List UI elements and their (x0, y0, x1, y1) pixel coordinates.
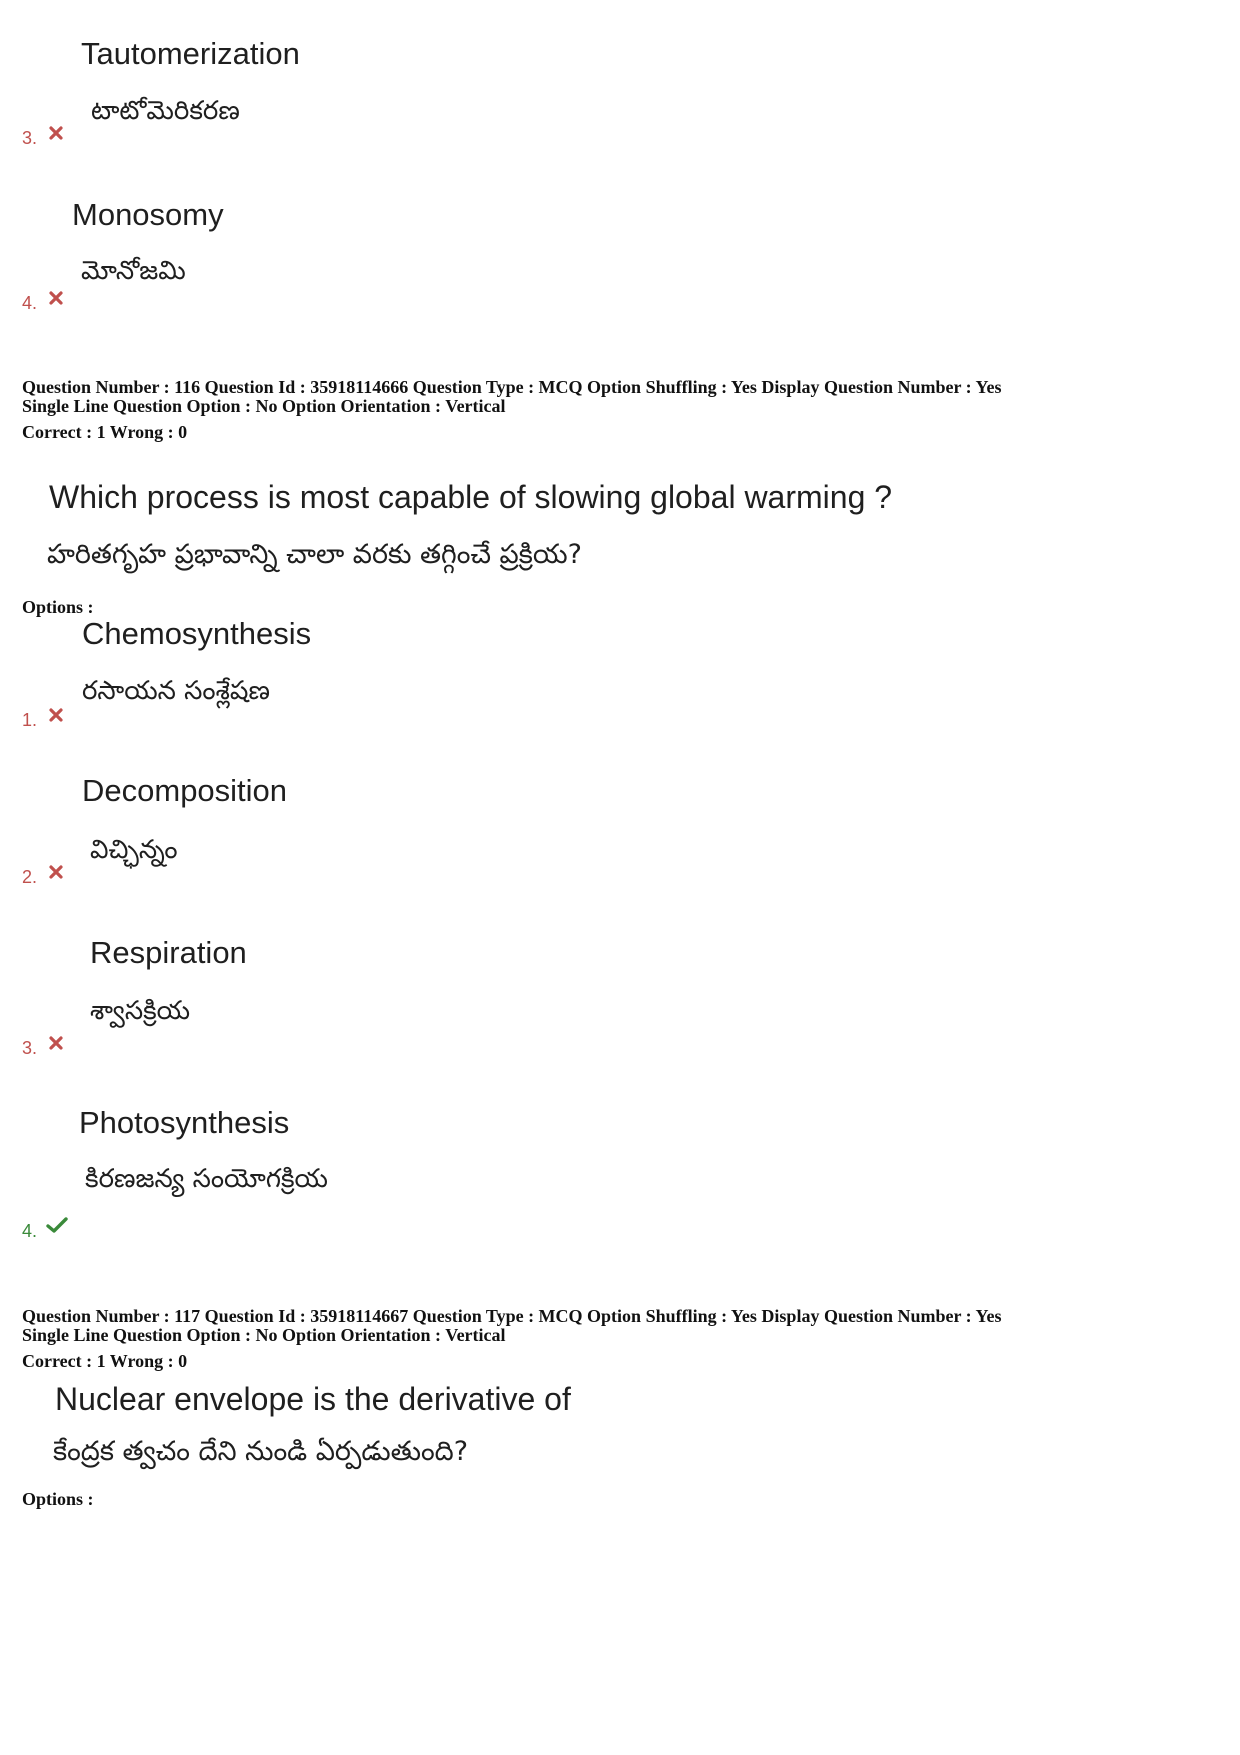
question-meta-line: Question Number : 117 Question Id : 35918114667 Question Type : MCQ Option Shuffling : Yes Display Question Number : Yes (22, 1306, 1002, 1326)
options-label: Options : (22, 1489, 94, 1509)
question-meta-line: Single Line Question Option : No Option Orientation : Vertical (22, 396, 506, 416)
cross-icon (48, 864, 64, 880)
option-number: 2. (22, 867, 38, 887)
option-number: 1. (22, 710, 38, 730)
score-line: Correct : 1 Wrong : 0 (22, 1351, 188, 1371)
cross-icon (48, 707, 64, 723)
option-telugu: కిరణజన్య సంయోగక్రియ (85, 1164, 328, 1194)
option-number: 4. (22, 1221, 38, 1241)
option-telugu: మోనోజమి (81, 256, 186, 286)
cross-icon (48, 125, 64, 141)
question-english: Which process is most capable of slowing global warming ? (49, 479, 893, 515)
question-meta-line: Single Line Question Option : No Option Orientation : Vertical (22, 1325, 506, 1345)
question-telugu: హరితగృహ ప్రభావాన్ని చాలా వరకు తగ్గించే ప్రక్రియ? (47, 539, 582, 570)
question-telugu: కేంద్రక త్వచం దేని నుండి ఏర్పడుతుంది? (53, 1436, 469, 1467)
option-english: Chemosynthesis (82, 616, 312, 651)
cross-icon (48, 1035, 64, 1051)
cross-icon (48, 290, 64, 306)
option-english: Monosomy (72, 197, 224, 232)
option-english: Photosynthesis (79, 1105, 290, 1140)
option-number: 3. (22, 1038, 38, 1058)
score-line: Correct : 1 Wrong : 0 (22, 422, 188, 442)
option-number: 4. (22, 293, 38, 313)
check-icon (46, 1216, 68, 1234)
option-number: 3. (22, 128, 38, 148)
option-english: Decomposition (82, 773, 288, 808)
options-label: Options : (22, 597, 94, 617)
option-english: Tautomerization (81, 36, 300, 71)
option-telugu: విచ్ఛిన్నం (90, 835, 178, 865)
option-telugu: టాటోమెరికరణ (91, 96, 240, 126)
question-english: Nuclear envelope is the derivative of (55, 1381, 571, 1417)
option-telugu: శ్వాసక్రియ (90, 996, 191, 1026)
question-meta-line: Question Number : 116 Question Id : 35918114666 Question Type : MCQ Option Shuffling : Yes Display Question Number : Yes (22, 377, 1002, 397)
option-english: Respiration (90, 935, 247, 970)
option-telugu: రసాయన సంశ్లేషణ (82, 676, 270, 706)
